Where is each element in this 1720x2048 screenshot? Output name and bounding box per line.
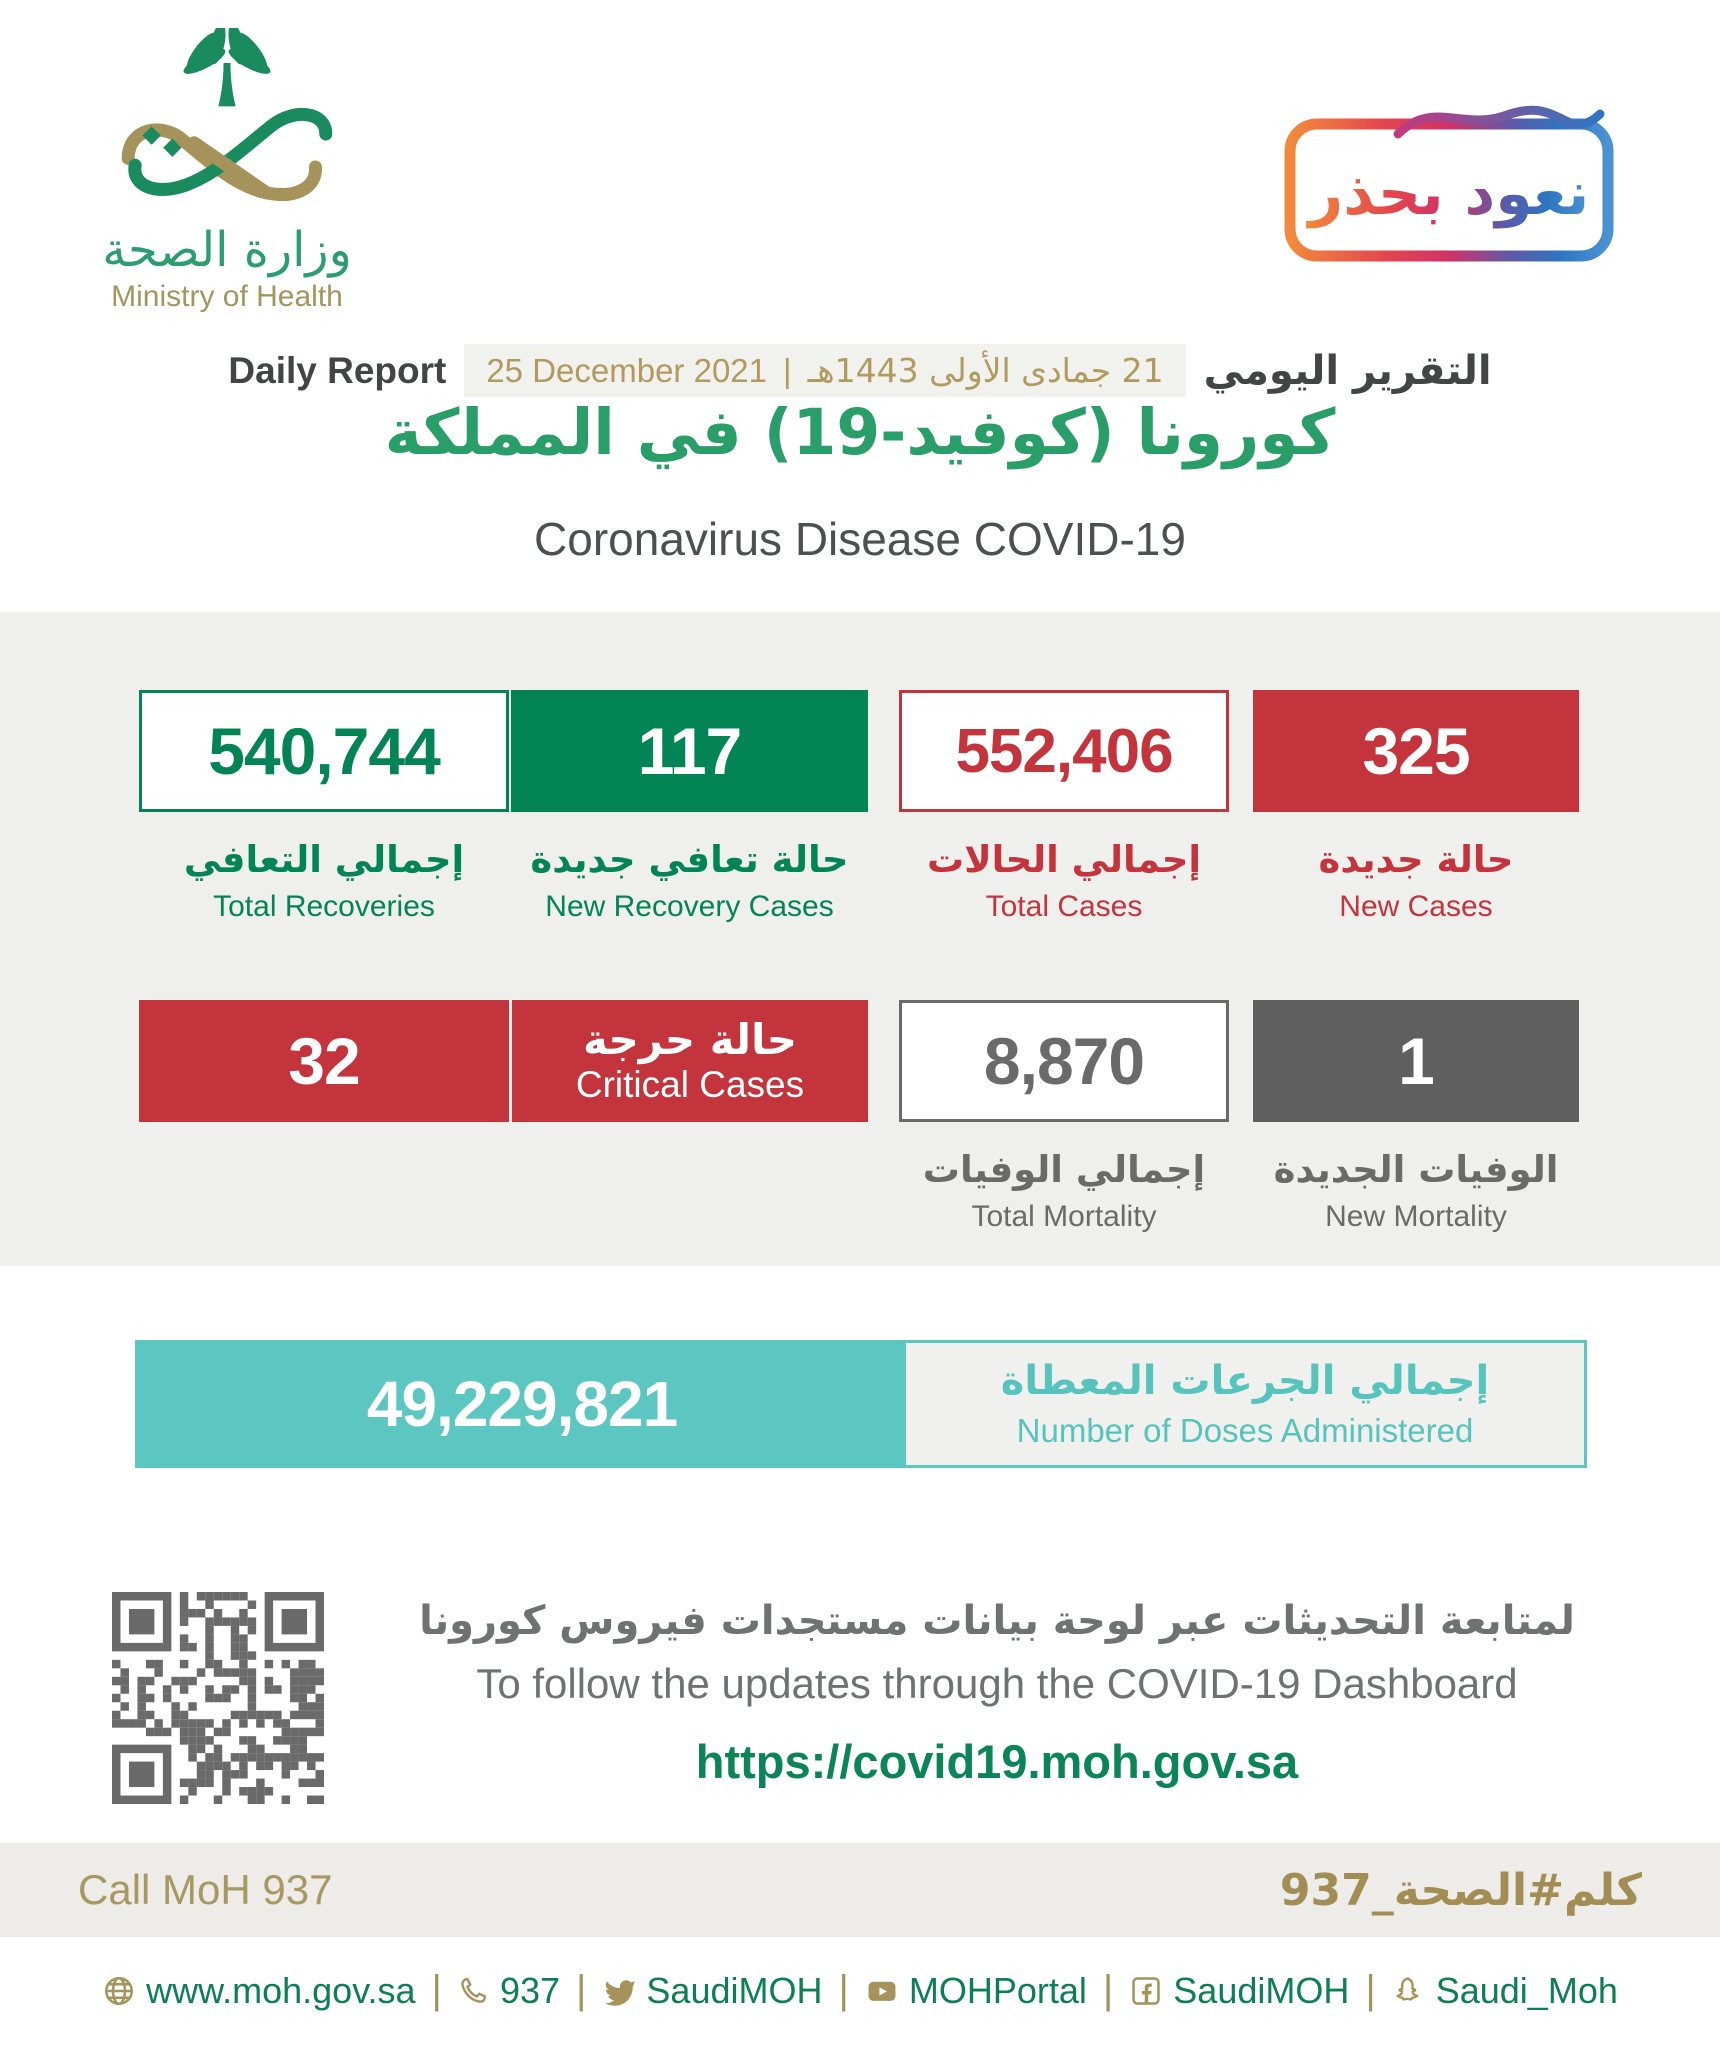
total-cases-label-en: Total Cases bbox=[985, 890, 1143, 923]
total-cases-label-ar: إجمالي الحالات bbox=[926, 838, 1202, 881]
total-recoveries-value: 540,744 bbox=[208, 714, 440, 788]
doses-label-en: Number of Doses Administered bbox=[1016, 1412, 1474, 1449]
moh-hashtag: كلم#الصحة_937 bbox=[1279, 1864, 1642, 1916]
page-title-english: Coronavirus Disease COVID-19 bbox=[534, 513, 1186, 565]
new-cases-label-ar: حالة جديدة bbox=[1318, 838, 1514, 881]
call-moh-band bbox=[0, 1843, 1720, 1937]
date-box bbox=[464, 344, 1185, 397]
total-mortality-label-ar: إجمالي الوفيات bbox=[922, 1148, 1206, 1191]
total-mortality-label-en: Total Mortality bbox=[971, 1200, 1157, 1233]
moh-logo-arabic-title: وزارة الصحة bbox=[102, 222, 352, 278]
new-recovery-cases-card bbox=[511, 690, 868, 812]
phone-icon bbox=[458, 1975, 490, 2007]
critical-cases-value: 32 bbox=[288, 1024, 360, 1098]
footer-link-label: SaudiMOH bbox=[1173, 1969, 1350, 2011]
doses-label-ar: إجمالي الجرعات المعطاة bbox=[1000, 1358, 1490, 1404]
date-separator: | bbox=[783, 351, 792, 389]
total-cases-value: 552,406 bbox=[955, 716, 1173, 786]
snapchat-icon bbox=[1392, 1974, 1426, 2008]
globe-icon bbox=[102, 1974, 136, 2008]
new-mortality-label-en: New Mortality bbox=[1325, 1200, 1507, 1233]
new-mortality-value: 1 bbox=[1398, 1024, 1434, 1098]
footer-separator: | bbox=[1365, 1968, 1376, 2012]
footer-link-label: Saudi_Moh bbox=[1435, 1969, 1618, 2011]
footer-link-twitter[interactable] bbox=[602, 1970, 822, 2012]
total-recoveries-label-ar: إجمالي التعافي bbox=[183, 838, 465, 881]
total-mortality-card bbox=[899, 1000, 1229, 1122]
new-cases-label-en: New Cases bbox=[1339, 890, 1493, 923]
total-mortality-value: 8,870 bbox=[983, 1024, 1145, 1098]
call-moh-label: Call MoH 937 bbox=[78, 1866, 333, 1913]
footer-link-label: 937 bbox=[499, 1969, 561, 2011]
footer-link-youtube[interactable] bbox=[865, 1970, 1087, 2012]
footer-separator: | bbox=[838, 1968, 849, 2012]
badge-text: نعود بحذر bbox=[1308, 159, 1590, 229]
qr-code[interactable] bbox=[112, 1592, 324, 1804]
total-cases-card bbox=[899, 690, 1229, 812]
twitter-icon bbox=[602, 1974, 636, 2008]
doses-administered-bar bbox=[135, 1340, 1587, 1468]
return-with-caution-badge-frame bbox=[1280, 88, 1618, 268]
new-mortality-label-ar: الوفيات الجديدة bbox=[1273, 1148, 1559, 1191]
footer-separator: | bbox=[431, 1968, 442, 2012]
critical-cases-label-en: Critical Cases bbox=[575, 1063, 805, 1105]
new-recovery-cases-label-en: New Recovery Cases bbox=[545, 890, 834, 923]
dashboard-url-link[interactable]: https://covid19.moh.gov.sa bbox=[695, 1735, 1299, 1788]
footer-link-website[interactable] bbox=[102, 1970, 415, 2012]
critical-cases-label-ar: حالة حرجة bbox=[582, 1014, 798, 1064]
youtube-icon bbox=[865, 1974, 899, 2008]
footer-link-label: SaudiMOH bbox=[646, 1969, 823, 2011]
critical-cases-card bbox=[139, 1000, 509, 1122]
footer-separator: | bbox=[1102, 1968, 1114, 2012]
doses-value: 49,229,821 bbox=[138, 1343, 906, 1465]
footer-link-label: MOHPortal bbox=[908, 1969, 1087, 2011]
daily-report-label-en: Daily Report bbox=[228, 349, 447, 391]
footer-link-label: www.moh.gov.sa bbox=[146, 1969, 416, 2011]
dashboard-note-en: To follow the updates through the COVID-19 Dashboard bbox=[476, 1660, 1518, 1707]
footer-separator: | bbox=[576, 1968, 587, 2012]
footer-link-phone[interactable] bbox=[458, 1970, 560, 2012]
daily-report-label-ar: التقرير اليومي bbox=[1203, 347, 1492, 394]
new-recovery-cases-value: 117 bbox=[637, 714, 742, 788]
critical-cases-label-card bbox=[512, 1000, 868, 1122]
footer-link-snapchat[interactable] bbox=[1392, 1970, 1618, 2012]
statistics-band bbox=[0, 612, 1720, 1266]
facebook-icon bbox=[1129, 1974, 1163, 2008]
new-cases-card bbox=[1253, 690, 1579, 812]
moh-logo-english-title: Ministry of Health bbox=[111, 280, 343, 313]
total-recoveries-card bbox=[139, 690, 509, 812]
return-with-caution-badge bbox=[1280, 88, 1618, 273]
dashboard-note bbox=[340, 1598, 1654, 1789]
new-mortality-card bbox=[1253, 1000, 1579, 1122]
footer-link-facebook[interactable] bbox=[1129, 1970, 1349, 2012]
hijri-date: 21 جمادى الأولى 1443هـ bbox=[807, 351, 1164, 390]
new-cases-value: 325 bbox=[1362, 714, 1470, 788]
moh-logo bbox=[62, 28, 392, 314]
moh-logo-icon bbox=[97, 28, 357, 228]
page-title-arabic: كورونا (كوفيد-19) في المملكة bbox=[384, 396, 1336, 469]
dashboard-note-ar: لمتابعة التحديثات عبر لوحة بيانات مستجدات فيروس كورونا bbox=[419, 1598, 1575, 1644]
gregorian-date: 25 December 2021 bbox=[486, 351, 768, 389]
new-recovery-cases-label-ar: حالة تعافي جديدة bbox=[530, 838, 849, 881]
footer-social-links bbox=[0, 1968, 1720, 2013]
total-recoveries-label-en: Total Recoveries bbox=[213, 890, 435, 923]
doses-labels bbox=[906, 1343, 1584, 1465]
date-line bbox=[0, 344, 1720, 397]
